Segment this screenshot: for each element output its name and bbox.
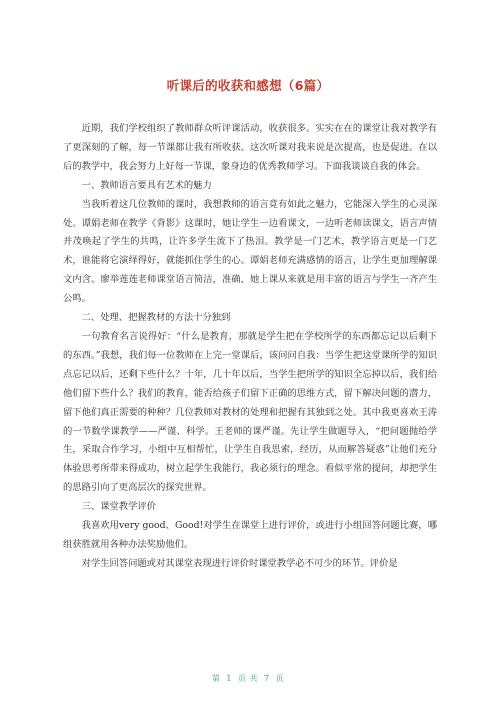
footer-suffix: 页 <box>275 674 285 683</box>
document-body <box>63 120 437 574</box>
page-footer <box>0 673 496 684</box>
footer-current-page: 1 <box>226 674 232 683</box>
footer-prefix: 第 <box>211 674 221 683</box>
section-heading-2: 二、处理、把握教材的方法十分独到 <box>81 312 231 324</box>
section-heading-3: 三、课堂教学评价 <box>81 501 156 513</box>
section-heading-1: 一、教师语言要具有艺术的魅力 <box>81 179 212 191</box>
footer-middle: 页 共 <box>237 674 259 683</box>
paragraph-section-3a: 我喜欢用very good、Good!对学生在课堂上进行评价，或进行小组回答问题比赛，哪组获胜就用各种办法奖励他们。 <box>63 520 437 550</box>
paragraph-section-3b: 对学生回答问题或对其课堂表现进行评价时课堂教学必不可少的环节。评价是 <box>81 557 398 569</box>
paragraph-intro: 近期，我们学校组织了教师群众听评课活动，收获很多。实实在在的课堂让我对教学有了更深刻的了解，每一节课都让我有所收获。这次听课对我来说是次提高，也是促进。在以后的教学中，我会努力上好每一节课，象身边的优秀教师学习。下面我谈谈自我的体会。 <box>63 123 437 172</box>
footer-total-pages: 7 <box>264 674 270 683</box>
document-title: 听课后的收获和感想（6篇） <box>166 78 330 93</box>
paragraph-section-2: 一句教育名言说得好：“什么是教育，那就是学生把在学校所学的东西都忘记以后剩下的东西。”我想，我们每一位教师在上完一堂课后，该问问自我：当学生把这堂课所学的知识点忘记以后，还剩下些什么？十年，几十年以后，当学生把所学的知识全忘掉以后，我们给他们留下些什么？我们的教育，能否给孩子们留下正确的思维方式，留下解决问题的潜力，留下他们真正需要的种种？几位教师对教材的处理和把握有其独到之处。其中我更喜欢王涛的一节数学课教学——严谨、科学。王老师的课严谨。先让学生做题导入，“把问题抛给学生，采取合作学习，小组中互相帮忙，让学生自我思索，经历，从而解答疑惑”让他们充分体验思考所带来得成功，树立起学生我能行，我必须行的理念。看似平常的提问，却把学生的思路引向了更高层次的探究世界。 <box>63 330 437 494</box>
paragraph-section-1: 当我听着这几位教师的课时，我想教师的语言竟有如此之魅力，它能深入学生的心灵深处。谭娟老师在教学《背影》这课时，她让学生一边看课文，一边听老师读课文，语言声情并茂唤起了学生的共鸣，让许多学生流下了热泪。教学是一门艺术，教学语言更是一门艺术，谁能将它演绎得好，就能抓住学生的心。谭娟老师充满感情的语言，让学生更加理解课文内含。廖举莲莲老师课堂语言简洁，准确，她上课从来就是用丰富的语言与学生一齐产生公鸣。 <box>63 198 437 305</box>
